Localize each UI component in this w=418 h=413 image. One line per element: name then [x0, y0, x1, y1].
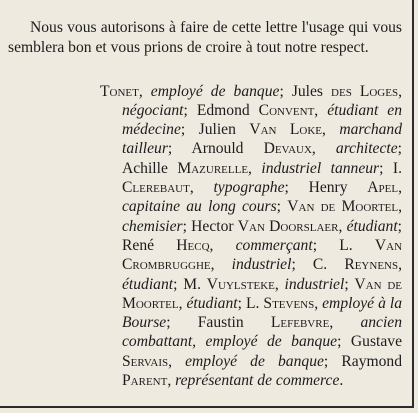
signatory: René Hecq, commerçant; [122, 236, 340, 254]
signatory: M. Vuylsteke, industriel; [183, 275, 355, 293]
signatory: Arnould Devaux, architecte; [191, 140, 403, 158]
signatory-last-name: Clerebaut [122, 179, 190, 197]
signatory: Van de Moortel, chemisier; [122, 198, 403, 235]
signatory-last-name: Apel [367, 179, 399, 197]
signatory-occupation: commerçant [235, 236, 313, 254]
signatory-occupation: étudiant [346, 217, 398, 235]
signatory-first-name: L. [339, 236, 353, 254]
signatory: Edmond Convent, étudiant en médecine; [122, 101, 402, 139]
signatory-first-name: Arnould [191, 140, 244, 158]
signatory-occupation: typographe [213, 179, 285, 197]
signatory-occupation: employé de banque [150, 82, 280, 100]
signatory-first-name: M. [183, 275, 201, 293]
signatory-last-name: Servais [122, 352, 169, 370]
signatory-last-name: Stevens [263, 294, 315, 312]
signatory-last-name: Hecq [176, 236, 210, 254]
signatory: Henry Apel, capitaine au long cours; [122, 179, 403, 216]
signatory-last-name: Parent [122, 372, 168, 390]
signatory-last-name: Mazurelle [177, 159, 249, 177]
signatory-first-name: I. [392, 159, 402, 177]
signatory-first-name: Raymond [341, 352, 403, 370]
signatory-occupation: capitaine au long cours [122, 198, 277, 216]
signatory: Achille Mazurelle, industriel tanneur; [122, 159, 393, 177]
signatory-occupation: industriel [284, 275, 345, 293]
signatory-occupation: négociant [122, 101, 184, 119]
signatory-last-name: Devaux [263, 140, 312, 158]
signatory: Raymond Parent, représentant de commerce. [122, 352, 403, 390]
signatory-last-name: Convent [258, 101, 315, 119]
signatory-first-name: C. [312, 256, 328, 274]
signatory-last-name: Van Doorslaer [237, 217, 339, 235]
signatory-last-name: Van Loke [249, 121, 323, 139]
signatory-first-name: Julien [198, 121, 236, 139]
closing-paragraph: Nous vous autorisons à faire de cette lettre l'usage qui vous semblera bon et vous prions de croire à tout notre respect. [8, 18, 402, 56]
signatory: Gustave Servais, employé de banque; [122, 333, 402, 370]
signatory: L. Van Crombrugghe, industriel; [122, 236, 403, 274]
signatory-last-name: Moortel [122, 294, 179, 312]
signatory-first-name: René [122, 236, 155, 254]
signatory-occupation: chemisier [122, 217, 183, 235]
signatory-occupation: industriel [231, 256, 292, 274]
signatory-first-name: L. [245, 294, 260, 312]
signatory: Julien Van Loke, marchand tailleur; [122, 121, 403, 158]
signatory-last-name: Van Crombrugghe [122, 236, 403, 274]
signatory-last-name: des Loges [331, 82, 399, 100]
signatory-first-name: Van de [354, 275, 403, 293]
signatory: I. Clerebaut, typographe; [122, 159, 402, 197]
signatory-last-name: Lefebvre [270, 314, 330, 332]
signatory-first-name: Henry [308, 179, 348, 197]
signatory-first-name: Van de [287, 198, 336, 216]
signatory-occupation: ancien combattant, employé de banque [122, 314, 403, 351]
signatory-occupation: architecte [335, 140, 398, 158]
signatory-occupation: représentant de commerce [175, 372, 340, 390]
signatory-last-name: Moortel [341, 198, 399, 216]
signatory: C. Reynens, étudiant; [122, 256, 403, 293]
signatory-last-name: Vuylsteke [206, 275, 275, 293]
signatory: Faustin Lefebvre, ancien combattant, employé de banque; [122, 314, 403, 351]
signatory-last-name: Tonet [100, 82, 139, 100]
signatory-occupation: employé de banque [185, 352, 324, 370]
signatory-occupation: étudiant en médecine [122, 101, 402, 139]
signatory-occupation: industriel tanneur [261, 159, 380, 177]
signatory: Hector Van Doorslaer, étudiant; [191, 217, 403, 235]
signatory: Tonet, employé de banque; [100, 82, 292, 100]
signatory-first-name: Hector [191, 217, 234, 235]
signatory: Van de Moortel, étudiant; [122, 275, 403, 312]
signatory-occupation: employé à la Bourse [122, 294, 403, 332]
signatory-first-name: Faustin [197, 314, 244, 332]
signatory-occupation: étudiant [186, 294, 238, 312]
signatory: Jules des Loges, négociant; [122, 82, 402, 119]
signatory-first-name: Achille [122, 159, 168, 177]
signatory-occupation: étudiant [122, 275, 174, 293]
signatory-occupation: marchand tailleur [122, 121, 403, 158]
signatory: L. Stevens, employé à la Bourse; [122, 294, 403, 332]
signatories-list [100, 82, 402, 391]
signatory-first-name: Jules [291, 82, 323, 100]
signatory-first-name: Gustave [350, 333, 402, 351]
signatory-first-name: Edmond [196, 101, 250, 119]
signatory-last-name: Reynens [344, 256, 399, 274]
